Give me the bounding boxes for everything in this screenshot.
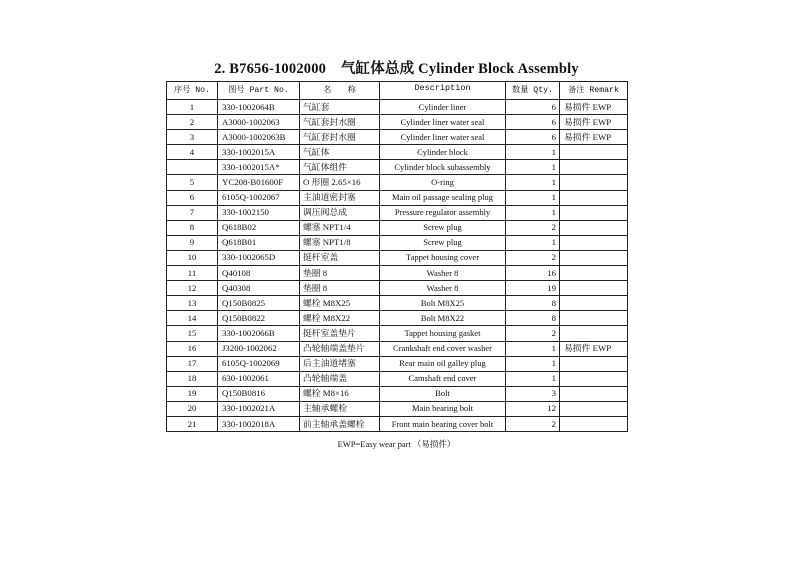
cell-remark bbox=[560, 160, 628, 175]
cell-part-no: 330-1002065D bbox=[218, 250, 300, 265]
cell-part-no: 330-1002018A bbox=[218, 416, 300, 431]
cell-name: 螺塞 NPT1/4 bbox=[300, 220, 380, 235]
cell-description: Washer 8 bbox=[380, 281, 506, 296]
cell-name: 气缸体 bbox=[300, 145, 380, 160]
cell-name: 挺杆室盖垫片 bbox=[300, 326, 380, 341]
cell-description: Cylinder liner bbox=[380, 100, 506, 115]
header-description: Description bbox=[380, 82, 506, 100]
cell-description: Cylinder liner water seal bbox=[380, 130, 506, 145]
cell-part-no: Q150B0816 bbox=[218, 386, 300, 401]
cell-name: 垫圈 8 bbox=[300, 266, 380, 281]
cell-no: 7 bbox=[167, 205, 218, 220]
cell-no: 11 bbox=[167, 266, 218, 281]
cell-part-no: J3200-1002062 bbox=[218, 341, 300, 356]
table-row bbox=[167, 356, 628, 371]
parts-table bbox=[166, 81, 628, 432]
cell-part-no: A3000-1002063 bbox=[218, 115, 300, 130]
cell-name: 螺栓 M8X22 bbox=[300, 311, 380, 326]
cell-no: 12 bbox=[167, 281, 218, 296]
cell-remark: 易损件 EWP bbox=[560, 100, 628, 115]
cell-description: Pressure regulator assembly bbox=[380, 205, 506, 220]
table-row bbox=[167, 205, 628, 220]
cell-part-no: Q150B0822 bbox=[218, 311, 300, 326]
table-row bbox=[167, 250, 628, 265]
cell-no: 16 bbox=[167, 341, 218, 356]
table-row bbox=[167, 386, 628, 401]
cell-remark: 易损件 EWP bbox=[560, 341, 628, 356]
cell-remark bbox=[560, 356, 628, 371]
cell-qty: 2 bbox=[506, 220, 560, 235]
cell-description: O-ring bbox=[380, 175, 506, 190]
cell-name: 螺塞 NPT1/8 bbox=[300, 235, 380, 250]
cell-remark bbox=[560, 190, 628, 205]
cell-part-no: 330-1002150 bbox=[218, 205, 300, 220]
cell-description: Tappet housing cover bbox=[380, 250, 506, 265]
table-row bbox=[167, 235, 628, 250]
cell-remark bbox=[560, 266, 628, 281]
cell-part-no: Q40308 bbox=[218, 281, 300, 296]
header-remark: 备注 Remark bbox=[560, 82, 628, 100]
cell-remark bbox=[560, 235, 628, 250]
cell-remark bbox=[560, 250, 628, 265]
cell-remark bbox=[560, 145, 628, 160]
table-row bbox=[167, 281, 628, 296]
cell-qty: 1 bbox=[506, 175, 560, 190]
cell-description: Camshaft end cover bbox=[380, 371, 506, 386]
table-row bbox=[167, 326, 628, 341]
cell-remark bbox=[560, 386, 628, 401]
cell-description: Bolt bbox=[380, 386, 506, 401]
cell-qty: 6 bbox=[506, 130, 560, 145]
cell-qty: 1 bbox=[506, 341, 560, 356]
cell-qty: 2 bbox=[506, 416, 560, 431]
cell-qty: 1 bbox=[506, 371, 560, 386]
cell-name: 垫圈 8 bbox=[300, 281, 380, 296]
cell-description: Cylinder block subassembly bbox=[380, 160, 506, 175]
table-row bbox=[167, 145, 628, 160]
cell-remark bbox=[560, 416, 628, 431]
cell-qty: 1 bbox=[506, 190, 560, 205]
header-name: 名 称 bbox=[300, 82, 380, 100]
cell-qty: 1 bbox=[506, 160, 560, 175]
cell-name: 调压阀总成 bbox=[300, 205, 380, 220]
cell-no: 15 bbox=[167, 326, 218, 341]
cell-name: 气缸体组件 bbox=[300, 160, 380, 175]
table-row bbox=[167, 100, 628, 115]
cell-qty: 8 bbox=[506, 296, 560, 311]
cell-name: 凸轮轴端盖垫片 bbox=[300, 341, 380, 356]
page-title: 2. B7656-1002000 气缸体总成 Cylinder Block Assembly bbox=[214, 61, 579, 77]
cell-no: 1 bbox=[167, 100, 218, 115]
cell-remark bbox=[560, 326, 628, 341]
cell-name: 主轴承螺栓 bbox=[300, 401, 380, 416]
cell-description: Cylinder block bbox=[380, 145, 506, 160]
cell-part-no: 330-1002015A* bbox=[218, 160, 300, 175]
table-row bbox=[167, 115, 628, 130]
cell-part-no: Q618B02 bbox=[218, 220, 300, 235]
cell-name: 挺杆室盖 bbox=[300, 250, 380, 265]
cell-no: 3 bbox=[167, 130, 218, 145]
cell-qty: 2 bbox=[506, 326, 560, 341]
cell-no bbox=[167, 160, 218, 175]
cell-no: 8 bbox=[167, 220, 218, 235]
cell-qty: 6 bbox=[506, 115, 560, 130]
cell-description: Front main bearing cover bolt bbox=[380, 416, 506, 431]
cell-description: Screw plug bbox=[380, 235, 506, 250]
table-row bbox=[167, 416, 628, 431]
header-no: 序号 No. bbox=[167, 82, 218, 100]
cell-remark bbox=[560, 205, 628, 220]
table-header-row bbox=[167, 82, 628, 100]
cell-remark bbox=[560, 401, 628, 416]
cell-description: Rear main oil galley plug bbox=[380, 356, 506, 371]
cell-no: 19 bbox=[167, 386, 218, 401]
cell-name: 螺栓 M8X25 bbox=[300, 296, 380, 311]
cell-remark bbox=[560, 371, 628, 386]
header-part-no: 图号 Part No. bbox=[218, 82, 300, 100]
cell-no: 6 bbox=[167, 190, 218, 205]
cell-part-no: Q150B0825 bbox=[218, 296, 300, 311]
cell-qty: 19 bbox=[506, 281, 560, 296]
cell-remark: 易损件 EWP bbox=[560, 115, 628, 130]
cell-remark bbox=[560, 220, 628, 235]
cell-description: Main bearing bolt bbox=[380, 401, 506, 416]
cell-part-no: 330-1002064B bbox=[218, 100, 300, 115]
cell-part-no: 630-1002061 bbox=[218, 371, 300, 386]
cell-qty: 3 bbox=[506, 386, 560, 401]
table-row bbox=[167, 371, 628, 386]
cell-remark bbox=[560, 311, 628, 326]
cell-name: O 形圈 2.65×16 bbox=[300, 175, 380, 190]
cell-no: 10 bbox=[167, 250, 218, 265]
table-row bbox=[167, 220, 628, 235]
cell-no: 5 bbox=[167, 175, 218, 190]
cell-qty: 8 bbox=[506, 311, 560, 326]
cell-name: 前主轴承盖螺栓 bbox=[300, 416, 380, 431]
cell-part-no: 6105Q-1002067 bbox=[218, 190, 300, 205]
cell-name: 后主油道堵塞 bbox=[300, 356, 380, 371]
cell-description: Bolt M8X22 bbox=[380, 311, 506, 326]
cell-part-no: 6105Q-1002069 bbox=[218, 356, 300, 371]
cell-qty: 6 bbox=[506, 100, 560, 115]
header-qty: 数量 Qty. bbox=[506, 82, 560, 100]
cell-part-no: Q40108 bbox=[218, 266, 300, 281]
cell-description: Main oil passage sealing plug bbox=[380, 190, 506, 205]
cell-part-no: 330-1002066B bbox=[218, 326, 300, 341]
cell-name: 气缸套 bbox=[300, 100, 380, 115]
cell-no: 17 bbox=[167, 356, 218, 371]
cell-qty: 2 bbox=[506, 250, 560, 265]
cell-no: 2 bbox=[167, 115, 218, 130]
cell-description: Bolt M8X25 bbox=[380, 296, 506, 311]
footnote: EWP=Easy wear part （易损件） bbox=[337, 439, 456, 449]
cell-description: Cylinder liner water seal bbox=[380, 115, 506, 130]
cell-part-no: A3000-1002063B bbox=[218, 130, 300, 145]
cell-no: 20 bbox=[167, 401, 218, 416]
cell-qty: 16 bbox=[506, 266, 560, 281]
cell-qty: 1 bbox=[506, 356, 560, 371]
cell-no: 18 bbox=[167, 371, 218, 386]
table-row bbox=[167, 175, 628, 190]
cell-description: Crankshaft end cover washer bbox=[380, 341, 506, 356]
table-row bbox=[167, 190, 628, 205]
table-row bbox=[167, 341, 628, 356]
table-row bbox=[167, 160, 628, 175]
cell-part-no: YC208-B01600F bbox=[218, 175, 300, 190]
cell-remark: 易损件 EWP bbox=[560, 130, 628, 145]
cell-no: 14 bbox=[167, 311, 218, 326]
cell-remark bbox=[560, 296, 628, 311]
cell-name: 气缸套封水圈 bbox=[300, 130, 380, 145]
cell-part-no: Q618B01 bbox=[218, 235, 300, 250]
cell-no: 13 bbox=[167, 296, 218, 311]
cell-name: 主油道密封塞 bbox=[300, 190, 380, 205]
table-row bbox=[167, 296, 628, 311]
cell-part-no: 330-1002021A bbox=[218, 401, 300, 416]
cell-no: 9 bbox=[167, 235, 218, 250]
cell-qty: 1 bbox=[506, 235, 560, 250]
cell-part-no: 330-1002015A bbox=[218, 145, 300, 160]
cell-name: 凸轮轴端盖 bbox=[300, 371, 380, 386]
cell-description: Washer 8 bbox=[380, 266, 506, 281]
cell-remark bbox=[560, 281, 628, 296]
cell-remark bbox=[560, 175, 628, 190]
table-row bbox=[167, 311, 628, 326]
cell-description: Screw plug bbox=[380, 220, 506, 235]
cell-qty: 1 bbox=[506, 145, 560, 160]
table-row bbox=[167, 266, 628, 281]
cell-name: 气缸套封水圈 bbox=[300, 115, 380, 130]
table-row bbox=[167, 401, 628, 416]
cell-no: 21 bbox=[167, 416, 218, 431]
table-row bbox=[167, 130, 628, 145]
cell-qty: 1 bbox=[506, 205, 560, 220]
cell-description: Tappet housing gasket bbox=[380, 326, 506, 341]
cell-name: 螺栓 M8×16 bbox=[300, 386, 380, 401]
cell-no: 4 bbox=[167, 145, 218, 160]
cell-qty: 12 bbox=[506, 401, 560, 416]
